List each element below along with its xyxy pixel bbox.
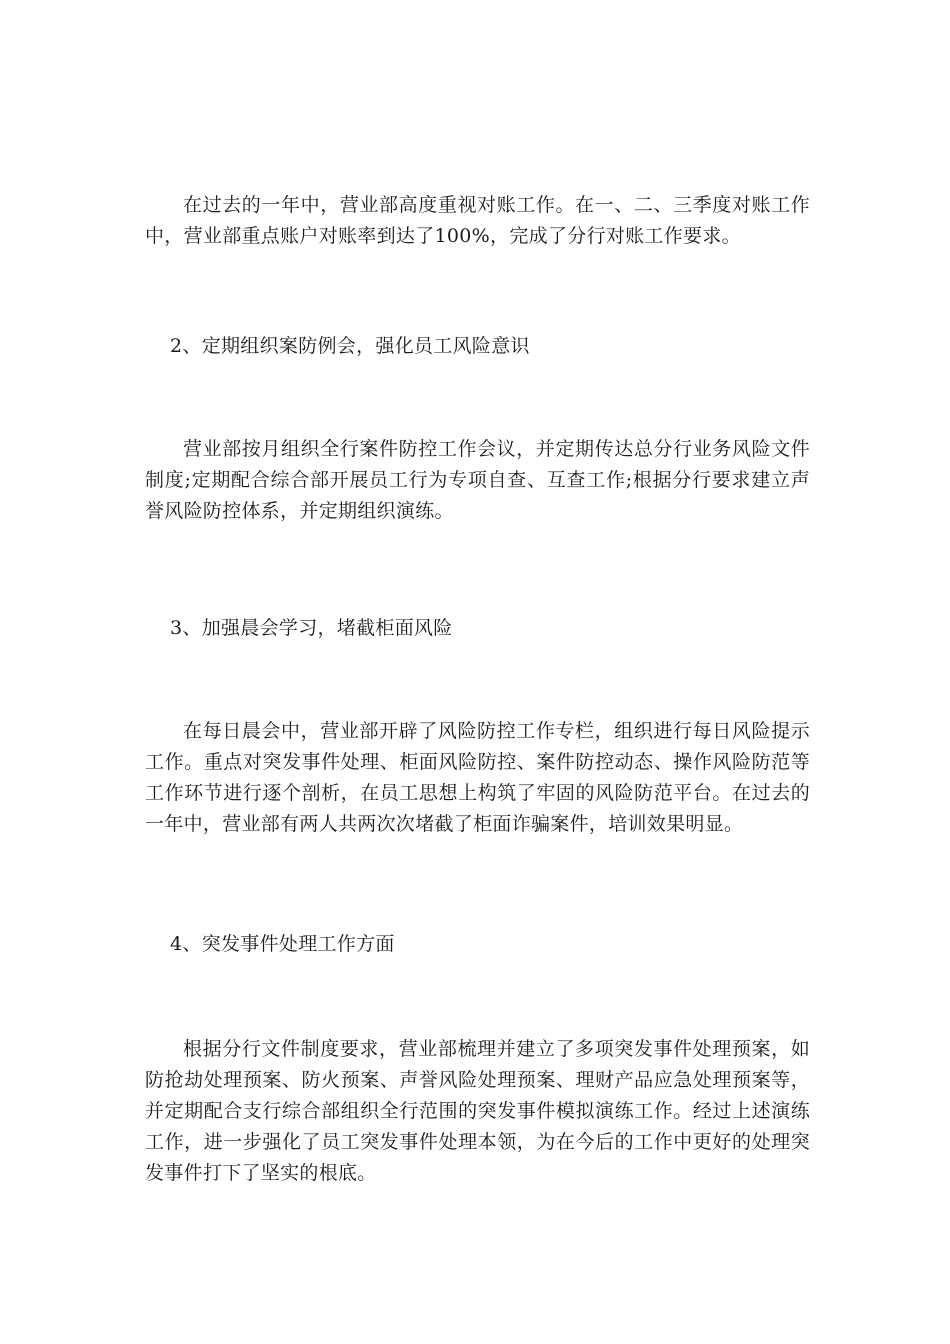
paragraph-reconciliation: 在过去的一年中，营业部高度重视对账工作。在一、二、三季度对账工作中，营业部重点账户对账率到达了100%，完成了分行对账工作要求。 xyxy=(145,194,810,247)
heading-morning-meeting: 3、加强晨会学习，堵截柜面风险 xyxy=(170,617,453,639)
paragraph-emergency-handling: 根据分行文件制度要求，营业部梳理并建立了多项突发事件处理预案，如防抢劫处理预案、防火预案、声誉风险处理预案、理财产品应急处理预案等，并定期配合支行综合部组织全行范围的突发事件模拟演练工作。经过上述演练工作，进一步强化了员工突发事件处理本领，为在今后的工作中更好的处理突发事件打下了坚实的根底。 xyxy=(145,1038,810,1184)
paragraph-morning-meeting: 在每日晨会中，营业部开辟了风险防控工作专栏，组织进行每日风险提示工作。重点对突发事件处理、柜面风险防控、案件防控动态、操作风险防范等工作环节进行逐个剖析，在员工思想上构筑了牢固的风险防范平台。在过去的一年中，营业部有两人共两次次堵截了柜面诈骗案件，培训效果明显。 xyxy=(145,720,810,835)
paragraph-case-prevention: 营业部按月组织全行案件防控工作会议，并定期传达总分行业务风险文件制度;定期配合综合部开展员工行为专项自查、互查工作;根据分行要求建立声誉风险防控体系，并定期组织演练。 xyxy=(145,438,810,522)
heading-case-prevention-meetings: 2、定期组织案防例会，强化员工风险意识 xyxy=(170,335,530,357)
heading-emergency-handling: 4、突发事件处理工作方面 xyxy=(170,933,395,955)
